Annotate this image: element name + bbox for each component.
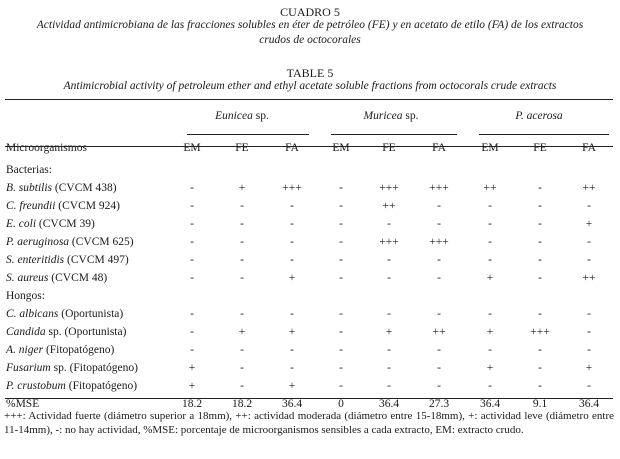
organism-cell — [5, 324, 167, 342]
activity-cell: - — [240, 271, 244, 284]
organism-name: E. coli — [6, 217, 37, 230]
activity-cell: - — [339, 181, 343, 194]
col-header: FE — [533, 141, 547, 154]
organism-name: C. freundii — [6, 199, 56, 212]
group-eunicea: Eunicea sp. — [215, 110, 269, 123]
activity-cell: + — [188, 361, 196, 374]
organism-name: Fusarium — [6, 361, 51, 374]
organism-name: P. aeruginosa — [6, 235, 70, 248]
activity-cell: - — [339, 235, 343, 248]
activity-cell: - — [190, 181, 194, 194]
activity-cell: - — [437, 361, 441, 374]
activity-cell: - — [240, 217, 244, 230]
activity-cell: +++ — [379, 235, 399, 248]
activity-cell: - — [488, 235, 492, 248]
cuadro-label: CUADRO 5 — [280, 5, 340, 19]
footnote: +++: Actividad fuerte (diámetro superior a 18mm), ++: actividad moderada (diámetro entre 15-18mm), +: actividad leve (diámetro entre 11-14mm), -: no hay actividad, %MSE: porcentaje de microorganismos sensibles a cada extracto, EM: extracto crudo. — [4, 410, 614, 437]
organism-name: A. niger — [6, 343, 44, 356]
table-row — [5, 378, 613, 396]
activity-cell: - — [339, 379, 343, 392]
group-p-acerosa: P. acerosa — [515, 110, 563, 123]
activity-cell: - — [587, 307, 591, 320]
activity-cell: + — [288, 271, 296, 284]
activity-cell: + — [486, 361, 494, 374]
activity-cell: - — [339, 271, 343, 284]
mse-cell: 18.2 — [231, 397, 253, 410]
col-header: EM — [332, 141, 350, 154]
organism-cell — [5, 378, 167, 396]
activity-cell: - — [437, 217, 441, 230]
table-row — [5, 234, 613, 252]
organism-cell — [5, 252, 167, 270]
table-row — [5, 324, 613, 342]
organism-strain: (CVCM 48) — [48, 271, 108, 284]
activity-cell: +++ — [530, 325, 550, 338]
activity-cell: - — [488, 253, 492, 266]
activity-cell: - — [488, 379, 492, 392]
group-header-row — [5, 108, 613, 126]
activity-cell: - — [538, 361, 542, 374]
activity-cell: + — [238, 181, 246, 194]
col-header: FA — [582, 141, 596, 154]
activity-cell: - — [538, 217, 542, 230]
activity-cell: - — [387, 217, 391, 230]
activity-cell: +++ — [429, 235, 449, 248]
activity-cell: - — [538, 253, 542, 266]
table-row — [5, 360, 613, 378]
activity-cell: ++ — [382, 199, 396, 212]
mse-cell: 36.4 — [479, 397, 501, 410]
top-rule — [5, 99, 613, 100]
activity-cell: - — [290, 235, 294, 248]
activity-cell: - — [240, 307, 244, 320]
organism-strain: (CVCM 39) — [36, 217, 95, 230]
organism-strain: (Fitopatógeno) — [43, 343, 115, 356]
organism-strain: (Oportunista) — [58, 307, 124, 320]
activity-cell: - — [190, 343, 194, 356]
activity-cell: ++ — [582, 271, 596, 284]
activity-cell: - — [240, 343, 244, 356]
organism-cell — [5, 342, 167, 360]
activity-cell: + — [288, 325, 296, 338]
activity-cell: - — [538, 199, 542, 212]
activity-cell: +++ — [429, 181, 449, 194]
activity-cell: + — [585, 361, 593, 374]
group-muricea: Muricea sp. — [363, 110, 419, 123]
col-header: FA — [285, 141, 299, 154]
row-header-label: Microorganismos — [6, 141, 87, 154]
activity-cell: - — [437, 199, 441, 212]
activity-cell: - — [587, 199, 591, 212]
activity-cell: - — [437, 253, 441, 266]
activity-cell: - — [437, 379, 441, 392]
organism-cell — [5, 360, 167, 378]
organism-name: C. albicans — [6, 307, 59, 320]
column-header-row — [5, 140, 613, 158]
organism-cell — [5, 270, 167, 288]
organism-strain: (Fitopatógeno) — [65, 379, 138, 392]
activity-cell: - — [437, 343, 441, 356]
activity-cell: ++ — [483, 181, 497, 194]
activity-cell: - — [290, 199, 294, 212]
activity-cell: - — [538, 271, 542, 284]
activity-cell: - — [488, 343, 492, 356]
activity-cell: - — [488, 217, 492, 230]
activity-cell: + — [238, 325, 246, 338]
organism-name: P. crustobum — [6, 379, 66, 392]
activity-cell: - — [437, 271, 441, 284]
mse-label: %MSE — [6, 397, 40, 410]
activity-cell: - — [240, 361, 244, 374]
section-label: Hongos: — [6, 289, 45, 302]
data-table — [5, 108, 613, 414]
activity-cell: - — [538, 181, 542, 194]
activity-cell: + — [486, 271, 494, 284]
group-underline-row — [5, 126, 613, 140]
header-rule — [5, 146, 613, 147]
activity-cell: - — [339, 361, 343, 374]
col-header: EM — [481, 141, 499, 154]
mse-cell: 36.4 — [281, 397, 303, 410]
activity-cell: - — [190, 235, 194, 248]
organism-strain: (CVCM 924) — [55, 199, 120, 212]
table-row — [5, 342, 613, 360]
activity-cell: - — [290, 343, 294, 356]
table-row — [5, 198, 613, 216]
organism-name: B. subtilis — [6, 181, 53, 194]
activity-cell: - — [538, 307, 542, 320]
col-header: FA — [432, 141, 446, 154]
organism-strain: (CVCM 625) — [69, 235, 134, 248]
activity-cell: - — [190, 217, 194, 230]
activity-cell: - — [387, 253, 391, 266]
activity-cell: + — [585, 217, 593, 230]
organism-strain: (CVCM 497) — [64, 253, 129, 266]
activity-cell: - — [387, 361, 391, 374]
activity-cell: - — [587, 325, 591, 338]
organism-cell — [5, 180, 167, 198]
activity-cell: - — [587, 379, 591, 392]
section-row — [5, 162, 613, 180]
activity-cell: - — [488, 307, 492, 320]
table-row — [5, 216, 613, 234]
activity-cell: - — [290, 361, 294, 374]
activity-cell: - — [190, 253, 194, 266]
organism-strain: sp. (Oportunista) — [45, 325, 127, 338]
table-row — [5, 252, 613, 270]
col-header: FE — [235, 141, 249, 154]
section-row — [5, 288, 613, 306]
table-row — [5, 180, 613, 198]
activity-cell: ++ — [582, 181, 596, 194]
organism-strain: sp. (Fitopatógeno) — [50, 361, 138, 374]
activity-cell: + — [188, 379, 196, 392]
table-label: TABLE 5 — [286, 66, 334, 80]
activity-cell: - — [437, 307, 441, 320]
activity-cell: - — [240, 379, 244, 392]
organism-cell — [5, 306, 167, 324]
activity-cell: - — [587, 235, 591, 248]
activity-cell: - — [538, 235, 542, 248]
activity-cell: +++ — [379, 181, 399, 194]
mse-cell: 9.1 — [532, 397, 548, 410]
organism-name: S. enteritidis — [6, 253, 65, 266]
organism-name: S. aureus — [6, 271, 49, 284]
mse-cell: 0 — [338, 397, 344, 410]
organism-name: Candida — [6, 325, 46, 338]
mse-cell: 36.4 — [378, 397, 400, 410]
activity-cell: - — [339, 199, 343, 212]
activity-cell: - — [190, 325, 194, 338]
bottom-rule — [5, 398, 613, 399]
mse-cell: 27.3 — [428, 397, 450, 410]
activity-cell: - — [339, 217, 343, 230]
activity-cell: - — [387, 343, 391, 356]
table-row — [5, 306, 613, 324]
organism-strain: (CVCM 438) — [52, 181, 117, 194]
mse-cell: 36.4 — [578, 397, 600, 410]
activity-cell: - — [339, 253, 343, 266]
activity-cell: - — [190, 271, 194, 284]
activity-cell: + — [288, 379, 296, 392]
activity-cell: - — [387, 379, 391, 392]
activity-cell: - — [240, 235, 244, 248]
cuadro-caption: Actividad antimicrobiana de las fracciones solubles en éter de petróleo (FE) y en acetato de etilo (FA) de los extractos crudos de octocorales — [36, 19, 584, 46]
activity-cell: - — [587, 343, 591, 356]
activity-cell: + — [486, 325, 494, 338]
activity-cell: - — [339, 307, 343, 320]
activity-cell: - — [488, 199, 492, 212]
activity-cell: - — [290, 253, 294, 266]
activity-cell: - — [190, 199, 194, 212]
activity-cell: - — [538, 379, 542, 392]
col-header: EM — [183, 141, 201, 154]
organism-cell — [5, 198, 167, 216]
activity-cell: + — [385, 325, 393, 338]
activity-cell: - — [190, 307, 194, 320]
activity-cell: - — [339, 343, 343, 356]
activity-cell: ++ — [432, 325, 446, 338]
col-header: FE — [382, 141, 396, 154]
table-row — [5, 270, 613, 288]
activity-cell: - — [339, 325, 343, 338]
activity-cell: - — [538, 343, 542, 356]
activity-cell: - — [290, 217, 294, 230]
activity-cell: - — [240, 199, 244, 212]
section-label: Bacterias: — [6, 163, 52, 176]
activity-cell: - — [290, 307, 294, 320]
activity-cell: - — [387, 307, 391, 320]
activity-cell: - — [240, 253, 244, 266]
mse-cell: 18.2 — [181, 397, 203, 410]
organism-cell — [5, 234, 167, 252]
organism-cell — [5, 216, 167, 234]
activity-cell: +++ — [282, 181, 302, 194]
table-caption: Antimicrobial activity of petroleum ether and ethyl acetate soluble fractions from octocorals crude extracts — [63, 80, 557, 92]
activity-cell: - — [587, 253, 591, 266]
activity-cell: - — [387, 271, 391, 284]
